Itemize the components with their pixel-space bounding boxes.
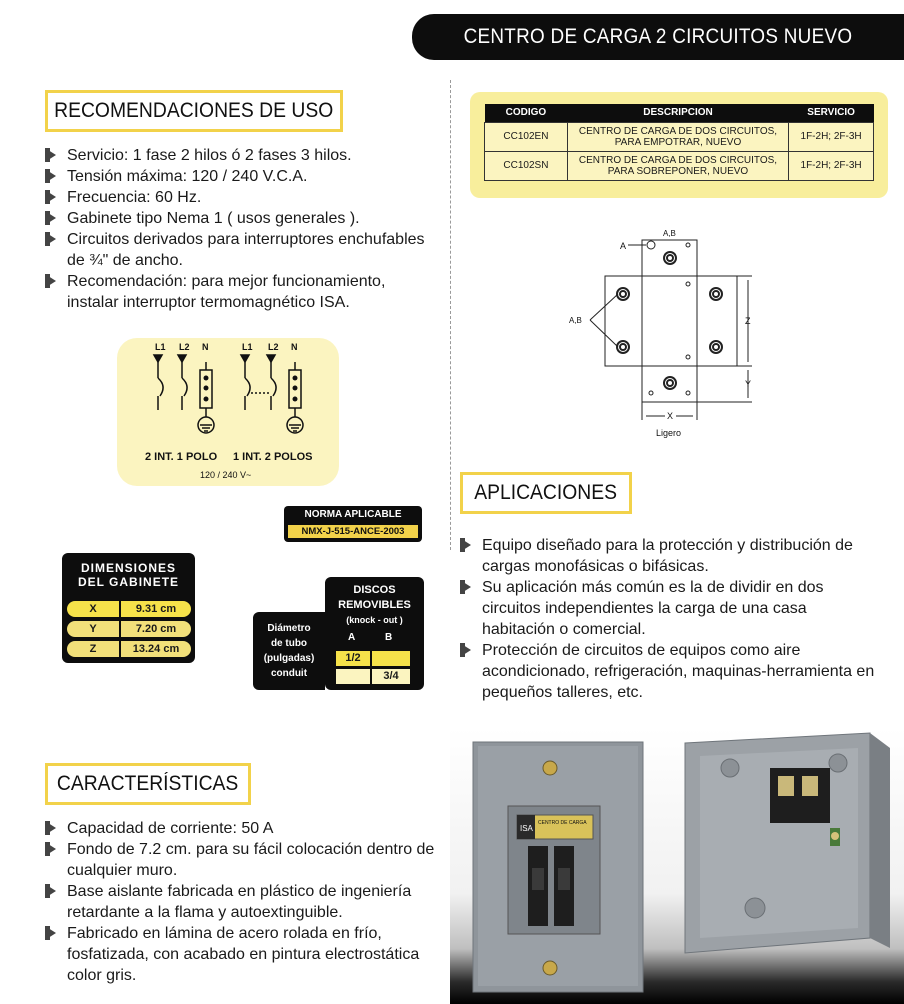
discos-title-line: REMOVIBLES [338,599,411,611]
code-table-panel [470,92,888,198]
dimension-row-y [67,621,191,637]
diagram-caption: Ligero [656,428,682,438]
label-a: A [620,241,627,251]
conduit-label-line: (pulgadas) [263,653,315,664]
discos-subtitle: (knock - out ) [346,615,403,625]
recomendaciones-title: RECOMENDACIONES DE USO [54,99,334,122]
discos-title-line: DISCOS [353,584,396,596]
header-codigo: CODIGO [485,104,568,122]
cell-servicio: 1F-2H; 2F-3H [789,122,874,151]
cell-codigo: CC102SN [485,151,568,180]
conduit-label-line: de tubo [270,638,308,649]
dimensiones-title-line: DIMENSIONES [80,561,176,575]
conduit-label-box [253,612,325,690]
caracteristicas-title: CARACTERÍSTICAS [57,772,239,795]
list-item: Servicio: 1 fase 2 hilos ó 2 fases 3 hilos. [45,145,440,166]
dimension-row-z [67,641,191,657]
wire-label-n: N [202,342,209,352]
cell-descripcion: CENTRO DE CARGA DE DOS CIRCUITOS, PARA EMPOTRAR, NUEVO [567,122,788,151]
discos-cell-b2: 3/4 [372,669,410,684]
norma-title: NORMA APLICABLE [304,509,402,520]
cell-servicio: 1F-2H; 2F-3H [789,151,874,180]
label-ab-top: A,B [663,229,676,238]
wire-label-l1: L1 [242,342,253,352]
list-item: Equipo diseñado para la protección y distribución de cargas monofásicas o bifásicas. [460,535,880,577]
discos-cell-b1 [372,651,410,666]
dimensiones-box [62,553,195,663]
photo-panel-label: CENTRO DE CARGA [538,820,587,826]
list-item: Base aislante fabricada en plástico de ingeniería retardante a la flama y autoextinguible. [45,881,440,923]
wire-label-n: N [291,342,298,352]
conduit-label-line: Diámetro [267,623,311,634]
header-descripcion: DESCRIPCION [567,104,788,122]
list-item: Capacidad de corriente: 50 A [45,818,440,839]
list-item: Protección de circuitos de equipos como aire acondicionado, refrigeración, maquinas-herramienta en pequeños talleres, etc. [460,640,880,703]
norma-badge [284,506,422,542]
header-servicio: SERVICIO [789,104,874,122]
wire-label-l2: L2 [179,342,190,352]
table-row [485,122,874,151]
caracteristicas-list [45,818,440,986]
product-photo [450,728,904,1004]
dimension-key: X [67,601,119,617]
cell-descripcion: CENTRO DE CARGA DE DOS CIRCUITOS, PARA SOBREPONER, NUEVO [567,151,788,180]
photo-brand: ISA [520,824,533,833]
label-ab-left: A,B [569,316,582,325]
page-title: CENTRO DE CARGA 2 CIRCUITOS NUEVO [463,25,853,48]
wire-label-l1: L1 [155,342,166,352]
label-y: Y [745,379,752,389]
discos-cell-a1: 1/2 [336,651,370,666]
dimension-value: 7.20 cm [121,621,191,637]
discos-box [325,577,424,690]
dimension-row-x [67,601,191,617]
column-divider [450,80,451,550]
wiring-caption-right: 1 INT. 2 POLOS [233,451,313,463]
discos-cell-a2 [336,669,370,684]
list-item: Gabinete tipo Nema 1 ( usos generales ). [45,208,440,229]
aplicaciones-list [460,535,880,703]
product-illustration [450,728,904,1004]
label-x: X [667,411,674,421]
wiring-voltage: 120 / 240 V~ [200,470,252,480]
cell-codigo: CC102EN [485,122,568,151]
list-item: Frecuencia: 60 Hz. [45,187,440,208]
wiring-diagram [117,338,339,486]
dimensiones-title-line: DEL GABINETE [77,575,180,589]
discos-title [325,583,424,613]
recomendaciones-heading [45,90,343,132]
discos-col-b: B [385,632,393,643]
caracteristicas-heading [45,763,251,805]
dimension-diagram [560,225,780,450]
list-item: Recomendación: para mejor funcionamiento, instalar interruptor termomagnético ISA. [45,271,440,313]
norma-value: NMX-J-515-ANCE-2003 [288,525,418,538]
dimension-key: Z [67,641,119,657]
discos-col-a: A [348,632,356,643]
dimension-value: 13.24 cm [121,641,191,657]
code-table [484,104,874,181]
wiring-caption-left: 2 INT. 1 POLO [145,451,218,463]
dimension-value: 9.31 cm [121,601,191,617]
wire-label-l2: L2 [268,342,279,352]
aplicaciones-title: APLICACIONES [474,481,618,504]
dimensiones-title [62,561,195,589]
list-item: Tensión máxima: 120 / 240 V.C.A. [45,166,440,187]
table-row [485,151,874,180]
conduit-label-line: conduit [270,668,308,679]
dimension-key: Y [67,621,119,637]
label-z: Z [745,316,751,326]
page-title-bar [412,14,904,60]
list-item: Fondo de 7.2 cm. para su fácil colocación dentro de cualquier muro. [45,839,440,881]
conduit-label [253,621,325,681]
list-item: Fabricado en lámina de acero rolada en frío, fosfatizada, con acabado en pintura electrostática color gris. [45,923,440,986]
list-item: Su aplicación más común es la de dividir en dos circuitos independientes la carga de una casa habitación o comercial. [460,577,880,640]
recomendaciones-list [45,145,440,313]
list-item: Circuitos derivados para interruptores enchufables de ¾" de ancho. [45,229,440,271]
aplicaciones-heading [460,472,632,514]
